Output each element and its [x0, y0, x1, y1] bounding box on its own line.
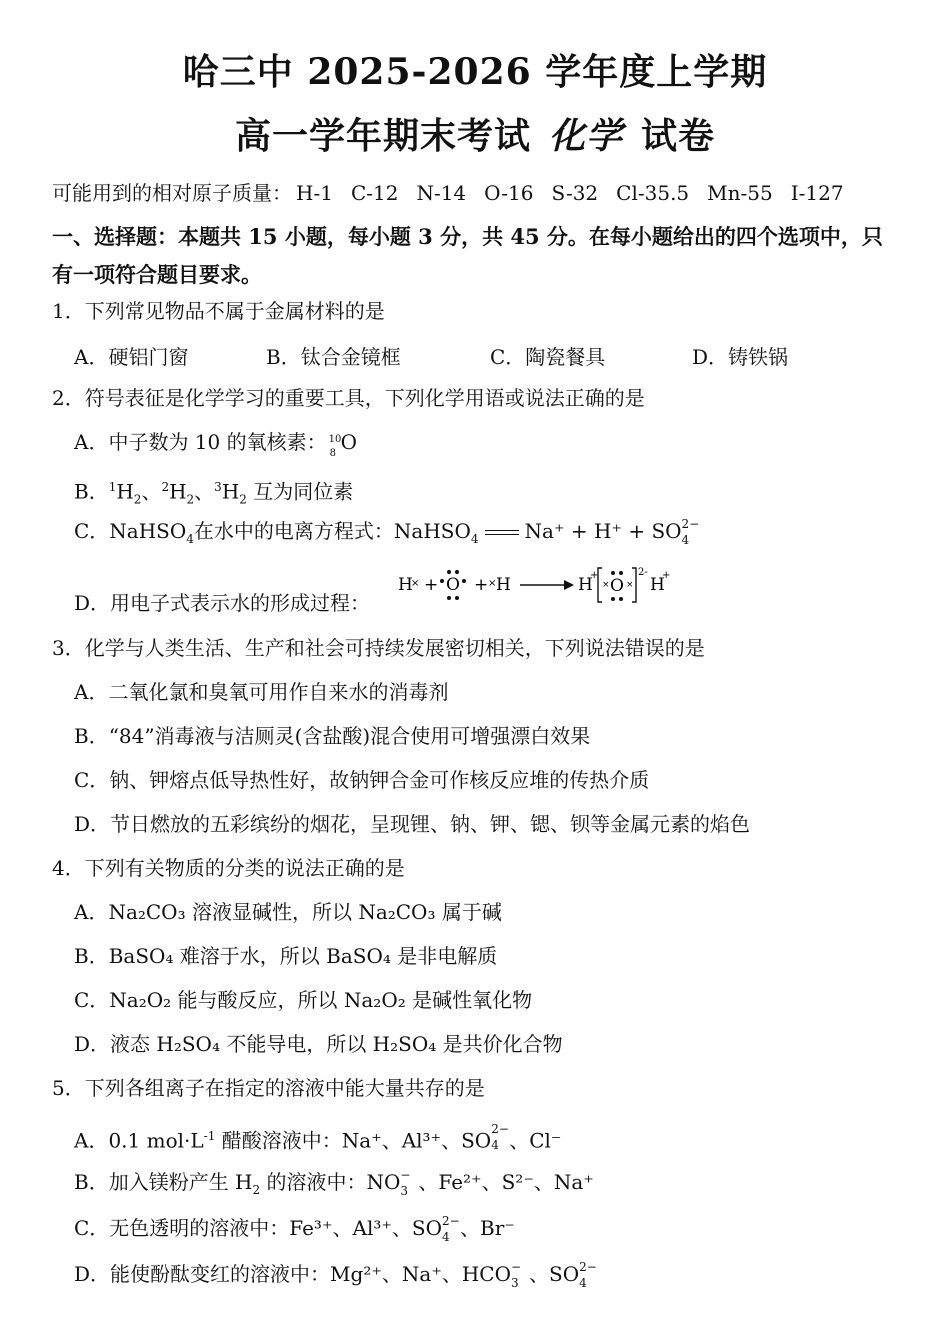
q4-option-a: A．Na₂CO₃ 溶液显碱性，所以 Na₂CO₃ 属于碱: [74, 900, 502, 924]
rhs-hydrogen: H: [578, 575, 593, 595]
subscript: 2: [239, 492, 247, 507]
ion-subscript: 4: [579, 1276, 587, 1290]
exam-title-text: 高一学年期末考试: [234, 115, 531, 157]
sulfate-charge: [491, 1122, 509, 1152]
q1-option-d: D．铸铁锅: [692, 345, 789, 369]
plus-sign: +: [424, 575, 439, 595]
q2-option-c-rhs: Na⁺ + H⁺ + SO: [524, 519, 682, 543]
ion-charge: −: [400, 1168, 411, 1182]
q3-option-a: A．二氧化氯和臭氧可用作自来水的消毒剂: [74, 680, 449, 704]
exam-title-line1: 哈三中 2025-2026 学年度上学期: [182, 51, 768, 93]
section-instructions-line2: 有一项符合题目要求。: [52, 262, 262, 287]
ion-charge: 2−: [579, 1260, 597, 1274]
equals-sign-icon: [485, 527, 519, 538]
oxygen-nuclide: [327, 430, 342, 459]
question-2-stem: 2．符号表征是化学学习的重要工具，下列化学用语或说法正确的是: [52, 386, 645, 410]
lhs-oxygen: O: [446, 575, 460, 595]
isotope-mass: 2: [161, 480, 170, 494]
q5-option-d: [74, 1260, 597, 1290]
subscript: 2: [186, 492, 195, 507]
hydrogen-symbol: H: [221, 479, 240, 504]
ion-subscript: 4: [442, 1230, 450, 1244]
q2-option-a: [74, 430, 358, 459]
hydrogen-symbol: H: [169, 479, 187, 504]
q5-option-b-mid: 的溶液中：NO: [260, 1170, 401, 1194]
isotope-mass: 1: [108, 480, 117, 494]
lhs-hydrogen: H: [398, 575, 413, 595]
q2-option-c: [74, 519, 700, 551]
electron-cross-icon: ×: [626, 580, 634, 590]
electron-formula-diagram: [396, 564, 686, 610]
unit-exponent: -1: [203, 1129, 216, 1143]
atomic-number: 8: [329, 448, 336, 459]
q2-option-b-tail: 互为同位素: [253, 479, 354, 504]
atomic-mass-item: Mn-55: [707, 181, 773, 205]
hydrogen-symbol: H: [116, 479, 134, 504]
sulfate-charge: [681, 517, 700, 547]
question-5-stem: 5．下列各组离子在指定的溶液中能大量共存的是: [52, 1076, 485, 1100]
q5-option-a: [74, 1124, 561, 1153]
q2-option-b: [74, 475, 353, 512]
atomic-masses: [52, 181, 862, 205]
atomic-masses-label: 可能用到的相对原子质量：: [52, 181, 292, 205]
ion-subscript: 4: [681, 533, 690, 547]
q2-option-c-text: C．NaHSO: [74, 519, 187, 543]
q4-option-b: B．BaSO₄ 难溶于水，所以 BaSO₄ 是非电解质: [74, 944, 498, 968]
q4-option-c: C．Na₂O₂ 能与酸反应，所以 Na₂O₂ 是碱性氧化物: [74, 988, 533, 1012]
q3-option-d: D．节日燃放的五彩缤纷的烟花，呈现锂、钠、钾、锶、钡等金属元素的焰色: [74, 812, 751, 836]
hydrogen-charge: +: [662, 570, 671, 581]
ion-charge: −: [511, 1260, 522, 1274]
ion-subscript: 3: [400, 1184, 409, 1198]
plus-sign: +: [474, 575, 489, 595]
q2-option-d: D．用电子式表示水的形成过程：: [74, 591, 371, 615]
oxide-charge: 2-: [638, 567, 648, 578]
q5-option-d-mid: 、SO: [529, 1262, 580, 1286]
question-4-stem: 4．下列有关物质的分类的说法正确的是: [52, 856, 405, 880]
rhs-oxygen: O: [610, 576, 624, 596]
q1-option-c: C．陶瓷餐具: [490, 345, 606, 369]
atomic-mass-item: H-1: [296, 181, 333, 205]
q5-option-c: [74, 1214, 515, 1244]
atomic-mass-item: Cl-35.5: [616, 181, 690, 205]
ion-subscript: 4: [491, 1138, 499, 1152]
lhs-hydrogen: H: [496, 575, 511, 595]
subscript: 2: [252, 1183, 261, 1197]
q3-option-b: B．“84”消毒液与洁厕灵(含盐酸)混合使用可增强漂白效果: [74, 724, 591, 748]
q1-option-b: B．钛合金镜框: [266, 345, 401, 369]
bicarbonate-charge: [511, 1260, 529, 1290]
ion-charge: 2−: [442, 1214, 460, 1228]
isotope-mass: 3: [214, 480, 222, 494]
subscript: 4: [470, 532, 479, 546]
atomic-mass-item: O-16: [484, 181, 534, 205]
electron-cross-icon: ×: [411, 578, 420, 589]
atomic-mass-item: S-32: [551, 181, 599, 205]
q5-option-b-text: B．加入镁粉产生 H: [74, 1170, 253, 1194]
q1-option-a: A．硬铝门窗: [74, 345, 189, 369]
electron-cross-icon: ×: [488, 578, 497, 589]
subscript: 2: [133, 492, 142, 507]
element-symbol: O: [340, 430, 358, 454]
exam-title-line2: [0, 108, 950, 159]
q5-option-d-text: D．能使酚酞变红的溶液中：Mg²⁺、Na⁺、HCO: [74, 1262, 512, 1286]
q5-option-b-tail: 、Fe²⁺、S²⁻、Na⁺: [418, 1170, 594, 1194]
subject-name: 化学: [548, 115, 623, 157]
q2-option-a-text: A．中子数为 10 的氧核素：: [74, 430, 327, 454]
exam-paper-word: 试卷: [641, 115, 716, 157]
q2-option-c-mid: 在水中的电离方程式：NaHSO: [193, 519, 471, 543]
ion-charge: 2−: [491, 1122, 509, 1136]
ion-charge: 2−: [681, 517, 700, 531]
question-3-stem: 3．化学与人类生活、生产和社会可持续发展密切相关，下列说法错误的是: [52, 636, 705, 660]
mass-number: 10: [328, 434, 342, 445]
sulfate-charge: [579, 1260, 597, 1290]
hydrogen-charge: +: [590, 570, 599, 581]
q5-option-c-tail: 、Br⁻: [460, 1216, 515, 1240]
q5-option-b: [74, 1170, 594, 1202]
q4-option-d: D．液态 H₂SO₄ 不能导电，所以 H₂SO₄ 是共价化合物: [74, 1032, 563, 1056]
option-letter: B．: [74, 479, 109, 504]
q5-option-a-text: A．0.1 mol·L: [74, 1128, 204, 1153]
q5-option-c-text: C．无色透明的溶液中：Fe³⁺、Al³⁺、SO: [74, 1216, 443, 1240]
atomic-mass-item: I-127: [790, 181, 844, 205]
q5-option-a-tail: 、Cl⁻: [509, 1128, 562, 1153]
atomic-mass-item: C-12: [350, 181, 399, 205]
rhs-hydrogen: H: [650, 575, 665, 595]
electron-cross-icon: ×: [602, 580, 610, 590]
q5-option-a-ions: 醋酸溶液中：Na⁺、Al³⁺、SO: [215, 1128, 492, 1153]
sulfate-charge: [442, 1214, 460, 1244]
arrow-head-icon: [564, 580, 574, 590]
subscript: 4: [186, 532, 194, 546]
nitrate-charge: [400, 1168, 418, 1198]
separator: 、: [141, 479, 162, 504]
atomic-mass-item: N-14: [416, 181, 467, 205]
q3-option-c: C．钠、钾熔点低导热性好，故钠钾合金可作核反应堆的传热介质: [74, 768, 650, 792]
question-1-stem: 1．下列常见物品不属于金属材料的是: [52, 299, 385, 323]
ion-subscript: 3: [511, 1276, 519, 1290]
section-instructions-line1: 一、选择题：本题共 15 小题，每小题 3 分，共 45 分。在每小题给出的四个选项中，只: [52, 224, 883, 249]
separator: 、: [194, 479, 215, 504]
